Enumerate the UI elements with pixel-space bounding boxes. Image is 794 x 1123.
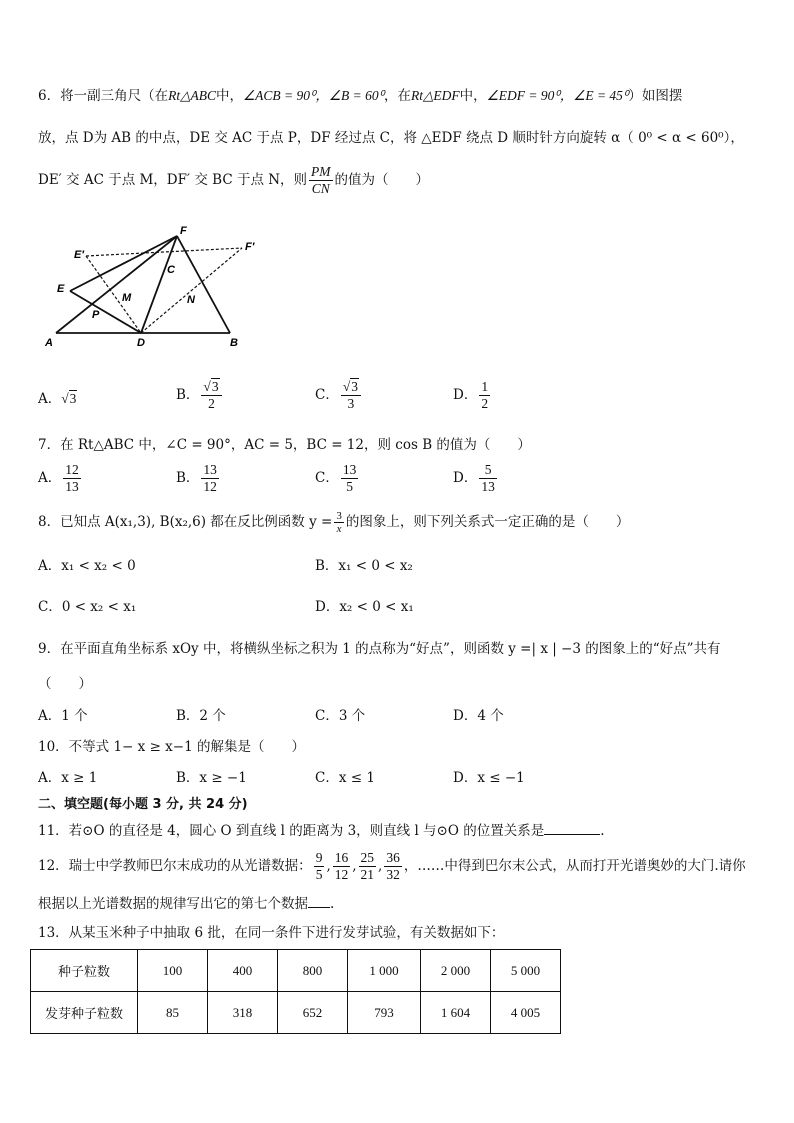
- label-P: P: [92, 309, 100, 321]
- table-cell: 100: [138, 950, 208, 992]
- line-E1D: [86, 256, 141, 333]
- q6-option-a[interactable]: A．√3: [38, 391, 77, 407]
- q11-stem: 11．若⊙O 的直径是 4，圆心 O 到直线 l 的距离为 3，则直线 l 与⊙O 的位置关系是 .: [38, 820, 605, 841]
- q6-option-b[interactable]: B． $\frac{√3}{2}$: [176, 379, 224, 412]
- q8-option-b[interactable]: B．x₁ < 0 < x₂: [315, 558, 413, 574]
- label-C: C: [167, 264, 175, 276]
- q10-option-a[interactable]: A．x ≥ 1: [38, 770, 98, 786]
- q13-data-table: [30, 949, 561, 1034]
- table-cell: 793: [348, 992, 421, 1034]
- label-A: A: [45, 337, 53, 349]
- q9-option-d[interactable]: D．4 个: [453, 708, 504, 724]
- q6-option-d[interactable]: D． $\frac{1}{2}$: [453, 379, 489, 411]
- q9-stem-line-2: （ ）: [38, 676, 92, 692]
- q12-answer-blank[interactable]: [308, 893, 330, 908]
- table-cell: 2 000: [421, 950, 491, 992]
- q9-option-c[interactable]: C．3 个: [315, 708, 366, 724]
- line-E1F1: [86, 248, 242, 256]
- table-cell: 652: [278, 992, 348, 1034]
- q9-stem-line-1: 9．在平面直角坐标系 xOy 中，将横纵坐标之积为 1 的点称为“好点”，则函数 y =| x | −3 的图象上的“好点”共有: [38, 641, 721, 657]
- section-heading-fill-in: 二、填空题(每小题 3 分, 共 24 分): [38, 797, 248, 812]
- q10-option-b[interactable]: B．x ≥ −1: [176, 770, 247, 786]
- q9-option-b[interactable]: B．2 个: [176, 708, 226, 724]
- label-M: M: [122, 292, 132, 304]
- q6-fraction: $\frac{PM}{CN}$: [311, 164, 331, 196]
- q12-stem-line-1: 12．瑞士中学教师巴尔末成功的从光谱数据： $\frac{9}{5}$ , $\frac{16}{12}$ , $\frac{25}{21}$ , $\frac{36}{32}$ ，……中得到巴尔末公式，从而打开光谱奥妙的大门.请你: [38, 850, 746, 882]
- table-row: [31, 992, 561, 1034]
- table-cell: 4 005: [491, 992, 561, 1034]
- label-N: N: [187, 294, 195, 306]
- table-cell: 5 000: [491, 950, 561, 992]
- table-header-germinated: 发芽种子粒数: [31, 992, 138, 1034]
- q7-option-c[interactable]: C． $\frac{13}{5}$: [315, 462, 357, 494]
- label-E: E: [57, 283, 65, 295]
- q6-option-c[interactable]: C． $\frac{√3}{3}$: [315, 379, 363, 412]
- q11-answer-blank[interactable]: [544, 820, 600, 835]
- q7-option-b[interactable]: B． $\frac{13}{12}$: [176, 462, 217, 494]
- q10-stem: 10．不等式 1− x ≥ x−1 的解集是（ ）: [38, 739, 305, 755]
- q10-option-c[interactable]: C．x ≤ 1: [315, 770, 375, 786]
- label-D: D: [137, 337, 145, 349]
- table-header-seeds: 种子粒数: [31, 950, 138, 992]
- q10-option-d[interactable]: D．x ≤ −1: [453, 770, 525, 786]
- q8-option-a[interactable]: A．x₁ < x₂ < 0: [38, 558, 136, 574]
- q6-line-2: 放，点 D为 AB 的中点，DE 交 AC 于点 P，DF 经过点 C，将 △EDF 绕点 D 顺时针方向旋转 α（ 0⁰ < α < 60⁰），: [38, 130, 744, 146]
- label-F-prime: F′: [245, 241, 255, 253]
- table-cell: 1 604: [421, 992, 491, 1034]
- table-row: [31, 950, 561, 992]
- q6-geometry-figure: [40, 222, 270, 352]
- label-B: B: [230, 337, 238, 349]
- q6-line-3: DE′ 交 AC 于点 M，DF′ 交 BC 于点 N，则 $\frac{PM}{CN}$ 的值为（ ）: [38, 164, 430, 196]
- table-cell: 1 000: [348, 950, 421, 992]
- q8-stem: 8．已知点 A(x₁,3), B(x₂,6) 都在反比例函数 y = $\frac{3}{x}$ 的图象上，则下列关系式一定正确的是（ ）: [38, 510, 630, 535]
- table-cell: 400: [208, 950, 278, 992]
- q8-option-c[interactable]: C．0 < x₂ < x₁: [38, 599, 137, 615]
- q13-stem: 13．从某玉米种子中抽取 6 批，在同一条件下进行发芽试验，有关数据如下：: [38, 925, 505, 941]
- q6-line-1: 6．将一副三角尺（在Rt△ABC中，∠ACB = 90⁰，∠B = 60⁰，在Rt△EDF中，∠EDF = 90⁰，∠E = 45⁰）如图摆: [38, 88, 683, 104]
- label-F: F: [180, 225, 187, 237]
- q8-option-d[interactable]: D．x₂ < 0 < x₁: [315, 599, 414, 615]
- label-E-prime: E′: [74, 249, 84, 261]
- q9-option-a[interactable]: A．1 个: [38, 708, 88, 724]
- q12-stem-line-2: 根据以上光谱数据的规律写出它的第七个数据 .: [38, 893, 334, 914]
- table-cell: 318: [208, 992, 278, 1034]
- q7-option-d[interactable]: D． $\frac{5}{13}$: [453, 462, 495, 494]
- table-cell: 85: [138, 992, 208, 1034]
- line-EF: [70, 236, 177, 291]
- q7-stem: 7．在 Rt△ABC 中，∠C = 90°，AC = 5，BC = 12，则 cos B 的值为（ ）: [38, 437, 531, 453]
- q7-option-a[interactable]: A． $\frac{12}{13}$: [38, 462, 79, 494]
- table-cell: 800: [278, 950, 348, 992]
